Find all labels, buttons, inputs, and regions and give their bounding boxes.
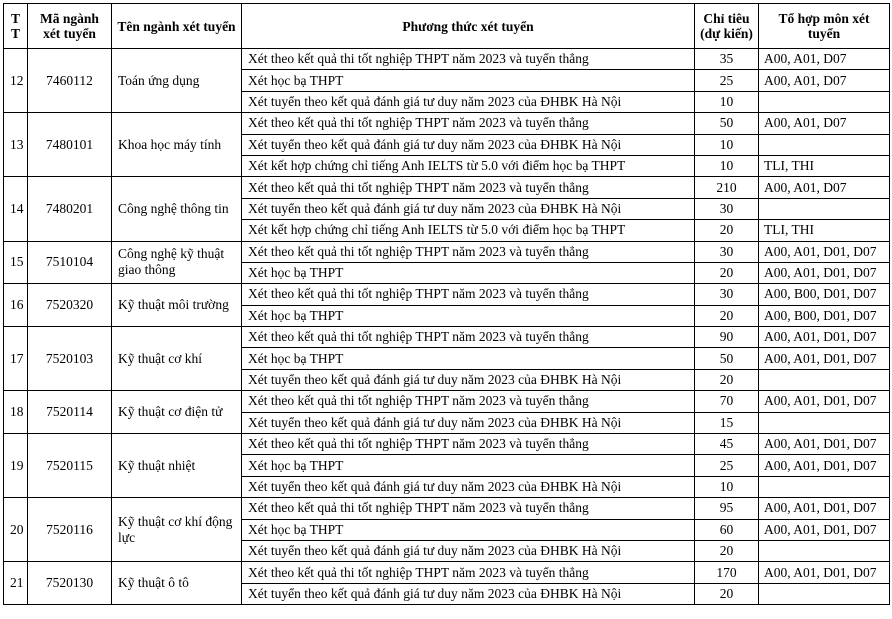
program-name: Công nghệ thông tin <box>112 177 242 241</box>
program-name: Toán ứng dụng <box>112 49 242 113</box>
table-header <box>4 4 890 49</box>
header-row <box>4 4 890 49</box>
admission-method: Xét theo kết quả thi tốt nghiệp THPT năm 2023 và tuyển thẳng <box>242 327 695 348</box>
subject-combination: TLI, THI <box>759 155 890 176</box>
header-tt: T T <box>4 4 28 49</box>
program-name: Khoa học máy tính <box>112 113 242 177</box>
table-body <box>4 49 890 605</box>
subject-combination: A00, A01, D01, D07 <box>759 241 890 262</box>
quota-value: 70 <box>695 391 759 412</box>
program-code: 7520116 <box>28 498 112 562</box>
subject-combination: A00, A01, D01, D07 <box>759 455 890 476</box>
header-name: Tên ngành xét tuyển <box>112 4 242 49</box>
table-row <box>4 49 890 70</box>
admission-method: Xét theo kết quả thi tốt nghiệp THPT năm 2023 và tuyển thẳng <box>242 498 695 519</box>
subject-combination: A00, A01, D01, D07 <box>759 562 890 583</box>
admission-method: Xét theo kết quả thi tốt nghiệp THPT năm 2023 và tuyển thẳng <box>242 284 695 305</box>
admission-method: Xét tuyển theo kết quả đánh giá tư duy năm 2023 của ĐHBK Hà Nội <box>242 91 695 112</box>
program-code: 7520130 <box>28 562 112 605</box>
quota-value: 50 <box>695 348 759 369</box>
quota-value: 10 <box>695 155 759 176</box>
quota-value: 20 <box>695 540 759 561</box>
admission-method: Xét học bạ THPT <box>242 305 695 326</box>
quota-value: 170 <box>695 562 759 583</box>
subject-combination <box>759 91 890 112</box>
program-name: Kỹ thuật cơ khí động lực <box>112 498 242 562</box>
subject-combination: A00, A01, D01, D07 <box>759 498 890 519</box>
admission-method: Xét học bạ THPT <box>242 262 695 283</box>
admission-method: Xét kết hợp chứng chỉ tiếng Anh IELTS từ 5.0 với điểm học bạ THPT <box>242 220 695 241</box>
admission-method: Xét học bạ THPT <box>242 70 695 91</box>
quota-value: 20 <box>695 369 759 390</box>
subject-combination: A00, A01, D01, D07 <box>759 327 890 348</box>
row-number: 17 <box>4 327 28 391</box>
row-number: 19 <box>4 434 28 498</box>
table-row <box>4 113 890 134</box>
subject-combination: A00, A01, D07 <box>759 70 890 91</box>
quota-value: 50 <box>695 113 759 134</box>
header-quota: Chỉ tiêu (dự kiến) <box>695 4 759 49</box>
quota-value: 10 <box>695 134 759 155</box>
quota-value: 10 <box>695 476 759 497</box>
table-row <box>4 177 890 198</box>
program-code: 7520114 <box>28 391 112 434</box>
quota-value: 25 <box>695 70 759 91</box>
subject-combination: A00, A01, D07 <box>759 177 890 198</box>
program-name: Kỹ thuật nhiệt <box>112 434 242 498</box>
quota-value: 30 <box>695 241 759 262</box>
admission-table <box>3 3 890 605</box>
admission-method: Xét tuyển theo kết quả đánh giá tư duy năm 2023 của ĐHBK Hà Nội <box>242 198 695 219</box>
subject-combination <box>759 198 890 219</box>
admission-method: Xét tuyển theo kết quả đánh giá tư duy năm 2023 của ĐHBK Hà Nội <box>242 412 695 433</box>
subject-combination: A00, A01, D01, D07 <box>759 519 890 540</box>
admission-method: Xét theo kết quả thi tốt nghiệp THPT năm 2023 và tuyển thẳng <box>242 241 695 262</box>
program-code: 7480101 <box>28 113 112 177</box>
admission-method: Xét học bạ THPT <box>242 455 695 476</box>
subject-combination: A00, B00, D01, D07 <box>759 305 890 326</box>
admission-method: Xét theo kết quả thi tốt nghiệp THPT năm 2023 và tuyển thẳng <box>242 434 695 455</box>
admission-method: Xét theo kết quả thi tốt nghiệp THPT năm 2023 và tuyển thẳng <box>242 391 695 412</box>
quota-value: 35 <box>695 49 759 70</box>
program-name: Kỹ thuật cơ điện tử <box>112 391 242 434</box>
table-row <box>4 434 890 455</box>
table-row <box>4 327 890 348</box>
admission-method: Xét tuyển theo kết quả đánh giá tư duy năm 2023 của ĐHBK Hà Nội <box>242 476 695 497</box>
program-name: Kỹ thuật ô tô <box>112 562 242 605</box>
subject-combination <box>759 412 890 433</box>
subject-combination: A00, B00, D01, D07 <box>759 284 890 305</box>
row-number: 18 <box>4 391 28 434</box>
table-row <box>4 391 890 412</box>
program-code: 7510104 <box>28 241 112 284</box>
row-number: 15 <box>4 241 28 284</box>
header-combo: Tổ hợp môn xét tuyển <box>759 4 890 49</box>
quota-value: 20 <box>695 305 759 326</box>
program-name: Kỹ thuật cơ khí <box>112 327 242 391</box>
quota-value: 30 <box>695 198 759 219</box>
program-code: 7520320 <box>28 284 112 327</box>
quota-value: 60 <box>695 519 759 540</box>
program-name: Kỹ thuật môi trường <box>112 284 242 327</box>
subject-combination: A00, A01, D07 <box>759 113 890 134</box>
quota-value: 45 <box>695 434 759 455</box>
admission-method: Xét theo kết quả thi tốt nghiệp THPT năm 2023 và tuyển thẳng <box>242 562 695 583</box>
admission-method: Xét tuyển theo kết quả đánh giá tư duy năm 2023 của ĐHBK Hà Nội <box>242 134 695 155</box>
quota-value: 90 <box>695 327 759 348</box>
admission-method: Xét tuyển theo kết quả đánh giá tư duy năm 2023 của ĐHBK Hà Nội <box>242 540 695 561</box>
quota-value: 30 <box>695 284 759 305</box>
quota-value: 25 <box>695 455 759 476</box>
quota-value: 210 <box>695 177 759 198</box>
header-code: Mã ngành xét tuyển <box>28 4 112 49</box>
quota-value: 20 <box>695 220 759 241</box>
subject-combination: A00, A01, D01, D07 <box>759 391 890 412</box>
admission-method: Xét tuyển theo kết quả đánh giá tư duy năm 2023 của ĐHBK Hà Nội <box>242 369 695 390</box>
subject-combination: TLI, THI <box>759 220 890 241</box>
admission-method: Xét theo kết quả thi tốt nghiệp THPT năm 2023 và tuyển thẳng <box>242 177 695 198</box>
table-row <box>4 284 890 305</box>
admission-method: Xét theo kết quả thi tốt nghiệp THPT năm 2023 và tuyển thẳng <box>242 113 695 134</box>
program-code: 7480201 <box>28 177 112 241</box>
program-code: 7520103 <box>28 327 112 391</box>
subject-combination <box>759 134 890 155</box>
subject-combination <box>759 583 890 604</box>
admission-method: Xét học bạ THPT <box>242 348 695 369</box>
admission-method: Xét theo kết quả thi tốt nghiệp THPT năm 2023 và tuyển thẳng <box>242 49 695 70</box>
subject-combination: A00, A01, D07 <box>759 49 890 70</box>
subject-combination <box>759 540 890 561</box>
subject-combination: A00, A01, D01, D07 <box>759 434 890 455</box>
row-number: 14 <box>4 177 28 241</box>
quota-value: 20 <box>695 583 759 604</box>
row-number: 20 <box>4 498 28 562</box>
row-number: 13 <box>4 113 28 177</box>
row-number: 21 <box>4 562 28 605</box>
row-number: 16 <box>4 284 28 327</box>
subject-combination <box>759 369 890 390</box>
program-code: 7460112 <box>28 49 112 113</box>
subject-combination: A00, A01, D01, D07 <box>759 262 890 283</box>
subject-combination <box>759 476 890 497</box>
quota-value: 15 <box>695 412 759 433</box>
admission-method: Xét tuyển theo kết quả đánh giá tư duy năm 2023 của ĐHBK Hà Nội <box>242 583 695 604</box>
program-name: Công nghệ kỹ thuật giao thông <box>112 241 242 284</box>
quota-value: 10 <box>695 91 759 112</box>
row-number: 12 <box>4 49 28 113</box>
header-method: Phương thức xét tuyển <box>242 4 695 49</box>
subject-combination: A00, A01, D01, D07 <box>759 348 890 369</box>
quota-value: 95 <box>695 498 759 519</box>
admission-method: Xét kết hợp chứng chỉ tiếng Anh IELTS từ 5.0 với điểm học bạ THPT <box>242 155 695 176</box>
program-code: 7520115 <box>28 434 112 498</box>
table-row <box>4 241 890 262</box>
admission-method: Xét học bạ THPT <box>242 519 695 540</box>
quota-value: 20 <box>695 262 759 283</box>
table-row <box>4 498 890 519</box>
table-row <box>4 562 890 583</box>
